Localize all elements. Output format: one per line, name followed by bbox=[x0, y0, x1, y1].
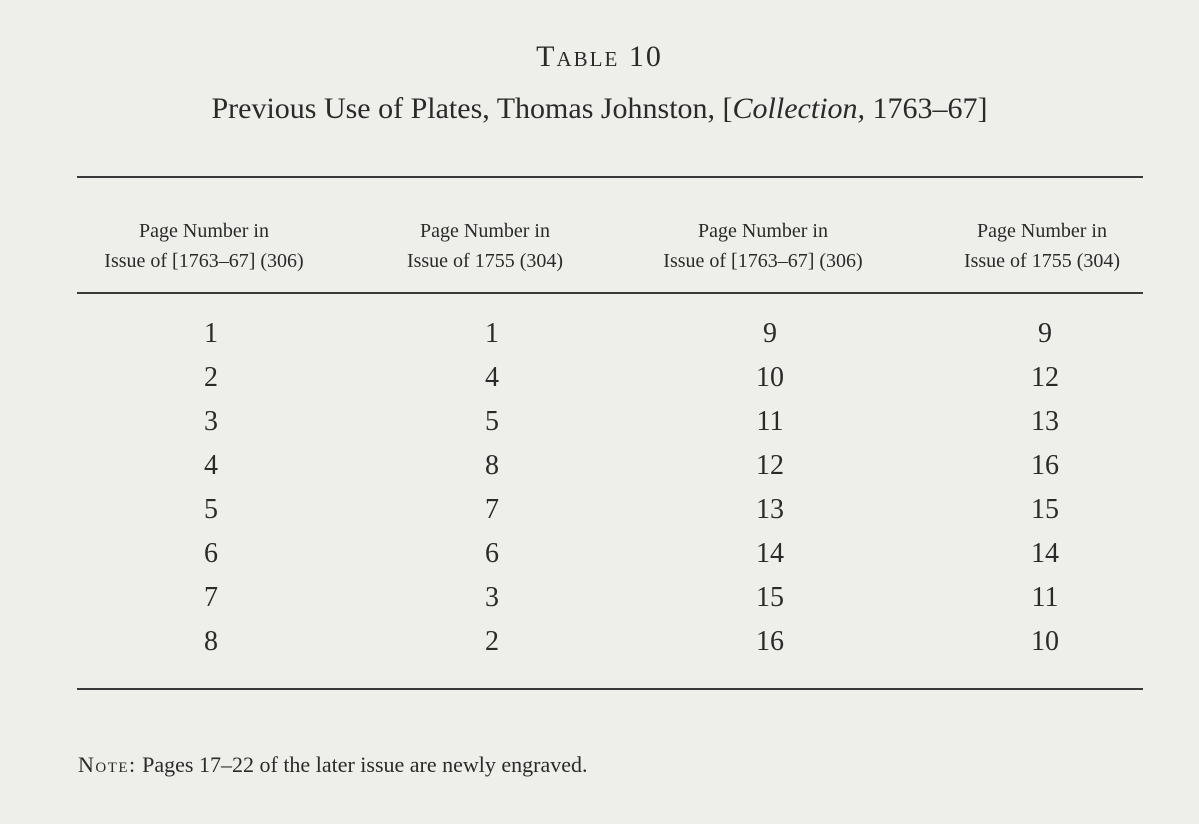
table-row bbox=[0, 400, 1199, 444]
table-cell: 3 bbox=[204, 406, 218, 437]
column-header-line: Page Number in bbox=[420, 220, 550, 242]
table-row bbox=[0, 312, 1199, 356]
table-cell: 12 bbox=[1031, 362, 1059, 393]
table-cell: 4 bbox=[204, 450, 218, 481]
table-cell: 8 bbox=[485, 450, 499, 481]
column-header bbox=[907, 216, 1177, 276]
column-header-line: Issue of [1763–67] (306) bbox=[663, 250, 863, 272]
table-row bbox=[0, 444, 1199, 488]
table-title-suffix: 1763–67] bbox=[865, 92, 988, 125]
table-cell: 1 bbox=[485, 318, 499, 349]
table-title bbox=[0, 92, 1199, 126]
table-note bbox=[78, 752, 588, 778]
column-header-line: Issue of 1755 (304) bbox=[406, 250, 564, 272]
column-header-line: Page Number in bbox=[977, 220, 1107, 242]
table-cell: 13 bbox=[1031, 406, 1059, 437]
column-header bbox=[628, 216, 898, 276]
table-cell: 16 bbox=[756, 626, 784, 657]
table-cell: 2 bbox=[485, 626, 499, 657]
table-row bbox=[0, 356, 1199, 400]
table-cell: 7 bbox=[204, 582, 218, 613]
table-cell: 14 bbox=[1031, 538, 1059, 569]
table-cell: 13 bbox=[756, 494, 784, 525]
table-cell: 5 bbox=[204, 494, 218, 525]
table-cell: 16 bbox=[1031, 450, 1059, 481]
table-cell: 3 bbox=[485, 582, 499, 613]
table-cell: 6 bbox=[204, 538, 218, 569]
column-header bbox=[350, 216, 620, 276]
table-cell: 8 bbox=[204, 626, 218, 657]
table-cell: 12 bbox=[756, 450, 784, 481]
table-cell: 5 bbox=[485, 406, 499, 437]
table-title-prefix: Previous Use of Plates, Thomas Johnston, [ bbox=[211, 92, 733, 125]
note-label: Note: bbox=[78, 752, 137, 777]
table-cell: 11 bbox=[1031, 582, 1059, 613]
column-header-line: Page Number in bbox=[139, 220, 269, 242]
table-title-italic: Collection, bbox=[732, 92, 866, 125]
table-cell: 10 bbox=[1031, 626, 1059, 657]
table-row bbox=[0, 488, 1199, 532]
header-rule bbox=[77, 292, 1143, 294]
table-cell: 6 bbox=[485, 538, 499, 569]
column-header-line: Issue of 1755 (304) bbox=[963, 250, 1121, 272]
table-cell: 4 bbox=[485, 362, 499, 393]
table-cell: 15 bbox=[1031, 494, 1059, 525]
table-cell: 14 bbox=[756, 538, 784, 569]
table-cell: 7 bbox=[485, 494, 499, 525]
table-cell: 9 bbox=[1038, 318, 1052, 349]
table-row bbox=[0, 576, 1199, 620]
table-header-row bbox=[0, 216, 1199, 276]
table-row bbox=[0, 532, 1199, 576]
note-text: Pages 17–22 of the later issue are newly engraved. bbox=[136, 752, 588, 777]
table-cell: 15 bbox=[756, 582, 784, 613]
top-rule bbox=[77, 176, 1143, 178]
bottom-rule bbox=[77, 688, 1143, 690]
table-cell: 10 bbox=[756, 362, 784, 393]
column-header-line: Page Number in bbox=[698, 220, 828, 242]
column-header bbox=[69, 216, 339, 276]
table-row bbox=[0, 620, 1199, 664]
table-cell: 2 bbox=[204, 362, 218, 393]
table-cell: 1 bbox=[204, 318, 218, 349]
table-cell: 9 bbox=[763, 318, 777, 349]
table-label: Table 10 bbox=[536, 40, 663, 73]
column-header-line: Issue of [1763–67] (306) bbox=[104, 250, 304, 272]
table-cell: 11 bbox=[756, 406, 784, 437]
